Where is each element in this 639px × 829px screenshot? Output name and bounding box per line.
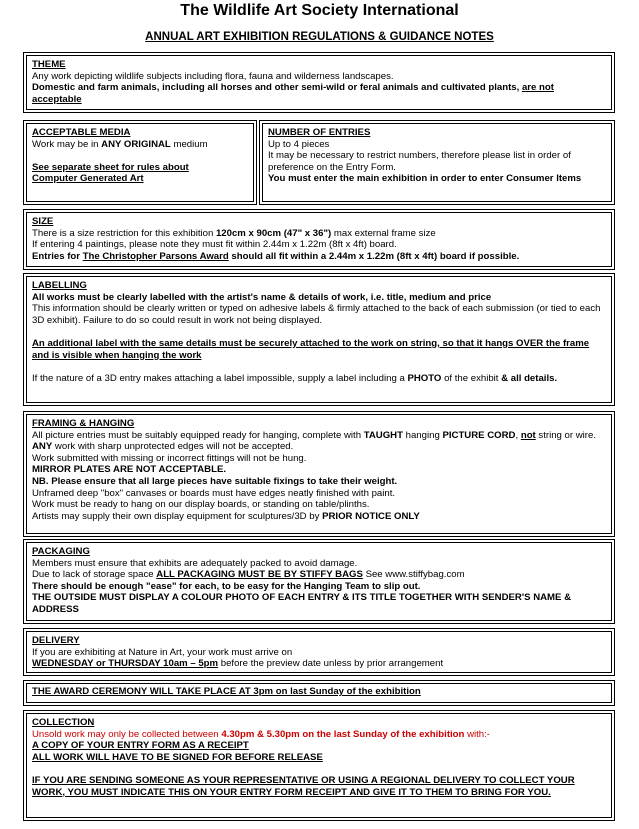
framing-mirror-plates: MIRROR PLATES ARE NOT ACCEPTABLE.: [32, 464, 227, 476]
size-section: [26, 212, 612, 267]
award-section: [26, 683, 612, 703]
framing-section: [26, 414, 612, 534]
size-heading: SIZE: [32, 216, 54, 227]
collection-heading: COLLECTION: [32, 717, 95, 728]
collection-receipt: A COPY OF YOUR ENTRY FORM AS A RECEIPT: [32, 740, 249, 752]
theme-not-acceptable: are not acceptable: [32, 82, 554, 105]
labelling-heading: LABELLING: [32, 280, 87, 291]
framing-fittings: Work submitted with missing or incorrect fittings will not be hung.: [32, 452, 307, 464]
labelling-3d-note: If the nature of a 3D entry makes attaching a label impossible, supply a label including a PHOTO of the exhibit & all details.: [32, 372, 558, 384]
framing-heading: FRAMING & HANGING: [32, 418, 135, 429]
document-subtitle: ANNUAL ART EXHIBITION REGULATIONS & GUIDANCE NOTES: [145, 31, 494, 43]
collection-signed: ALL WORK WILL HAVE TO BE SIGNED FOR BEFORE RELEASE: [32, 751, 323, 763]
packaging-adequate: Members must ensure that exhibits are adequately packed to avoid damage.: [32, 557, 358, 569]
size-award-note: Entries for The Christopher Parsons Award should all fit within a 2.44m x 1.22m (8ft x 4ft) board if possible.: [32, 250, 520, 262]
packaging-outside: THE OUTSIDE MUST DISPLAY A COLOUR PHOTO OF EACH ENTRY & ITS TITLE TOGETHER WITH SENDER'S NAME & ADDRESS: [32, 592, 572, 615]
labelling-requirement: All works must be clearly labelled with the artist's name & details of work, i.e. title, medium and price: [32, 291, 492, 303]
packaging-heading: PACKAGING: [32, 546, 90, 557]
entries-limit: Up to 4 pieces: [268, 138, 330, 150]
theme-section: [26, 55, 612, 110]
theme-description: Any work depicting wildlife subjects including flora, fauna and wilderness landscapes.: [32, 70, 394, 82]
collection-times: Unsold work may only be collected between 4.30pm & 5.30pm on the last Sunday of the exhibition with:-: [32, 728, 490, 740]
labelling-section: [26, 276, 612, 403]
framing-ready: Work must be ready to hang on our display boards, or standing on table/plinths.: [32, 499, 370, 511]
entries-section: [262, 123, 612, 202]
labelling-string-label: An additional label with the same details must be securely attached to the work on string, so that it hangs OVER the frame and is visible when hanging the work: [32, 337, 590, 361]
media-text: Work may be in ANY ORIGINAL medium: [32, 138, 208, 150]
packaging-stiffy: Due to lack of storage space ALL PACKAGING MUST BE BY STIFFY BAGS See www.stiffybag.com: [32, 569, 465, 581]
framing-nb: NB. Please ensure that all large pieces have suitable fixings to take their weight.: [32, 475, 398, 487]
theme-heading: THEME: [32, 59, 66, 70]
stiffybag-link[interactable]: See www.stiffybag.com: [362, 569, 465, 581]
labelling-instructions: This information should be clearly written or typed on adhesive labels & firmly attached to the back of each submission (or tied to each 3D exhibit). Failure to do so could result in work not being displayed.: [32, 303, 601, 326]
framing-canvases: Unframed deep "box" canvases or boards must have edges neatly finished with paint.: [32, 487, 396, 499]
entries-restriction: It may be necessary to restrict numbers, therefore please list in order of preference on the Entry Form.: [268, 150, 571, 173]
theme-exclusions: Domestic and farm animals, including all horses and other semi-wild or feral animals and cultivated plants, are not acceptable: [32, 82, 554, 105]
award-name: The Christopher Parsons Award: [82, 250, 229, 262]
delivery-heading: DELIVERY: [32, 635, 80, 646]
award-ceremony: THE AWARD CEREMONY WILL TAKE PLACE AT 3pm on last Sunday of the exhibition: [32, 686, 421, 697]
delivery-dates: WEDNESDAY or THURSDAY 10am – 5pm before the preview date unless by prior arrangement: [32, 658, 444, 670]
collection-representative: IF YOU ARE SENDING SOMEONE AS YOUR REPRESENTATIVE OR USING A REGIONAL DELIVERY TO COLLECT YOUR WORK, YOU MUST INDICATE THIS ON YOUR ENTRY FORM RECEIPT AND GIVE IT TO THEM TO BRING FOR YOU.: [32, 774, 575, 798]
cga-rules-link[interactable]: See separate sheet for rules about: [32, 161, 189, 173]
cga-rules-link-2[interactable]: Computer Generated Art: [32, 173, 144, 185]
delivery-arrival: If you are exhibiting at Nature in Art, your work must arrive on: [32, 646, 293, 658]
media-heading: ACCEPTABLE MEDIA: [32, 127, 131, 138]
media-section: [26, 123, 254, 202]
delivery-section: [26, 631, 612, 673]
framing-equipment: All picture entries must be suitably equipped ready for hanging, complete with TAUGHT hanging PICTURE CORD, not string or wire. ANY work with sharp unprotected edges will not be accepted.: [32, 429, 596, 453]
collection-section: [26, 713, 612, 818]
entries-main-required: You must enter the main exhibition in order to enter Consumer Items: [268, 173, 582, 185]
framing-display-equipment: Artists may supply their own display equipment for sculptures/3D by PRIOR NOTICE ONLY: [32, 510, 420, 522]
size-restriction: There is a size restriction for this exhibition 120cm x 90cm (47" x 36") max external frame size: [32, 227, 436, 239]
entries-heading: NUMBER OF ENTRIES: [268, 127, 371, 138]
document-title: The Wildlife Art Society International: [180, 2, 459, 19]
size-board-note: If entering 4 paintings, please note they must fit within 2.44m x 1.22m (8ft x 4ft) board.: [32, 239, 397, 251]
packaging-ease: There should be enough "ease" for each, to be easy for the Hanging Team to slip out.: [32, 580, 421, 592]
packaging-section: [26, 542, 612, 621]
